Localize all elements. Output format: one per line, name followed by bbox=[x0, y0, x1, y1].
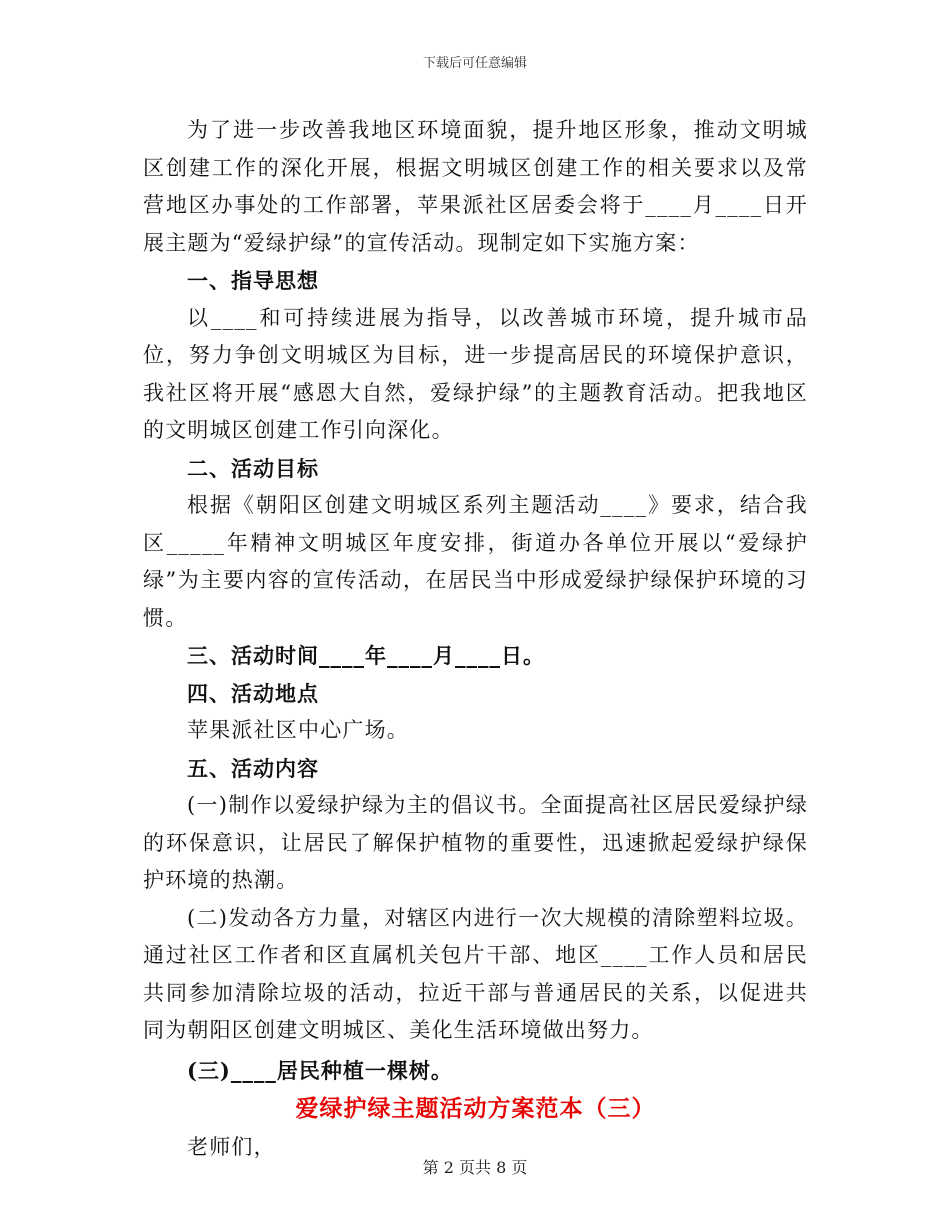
section-heading-time: 三、活动时间____年____月____日。 bbox=[187, 643, 545, 668]
document-body bbox=[143, 112, 808, 1167]
section-heading-guiding-thought: 一、指导思想 bbox=[187, 268, 319, 293]
next-section-title: 爱绿护绿主题活动方案范本（三） bbox=[295, 1095, 656, 1122]
location-paragraph: 苹果派社区中心广场。 bbox=[187, 718, 409, 742]
guiding-thought-paragraph: 以____和可持续进展为指导，以改善城市环境，提升城市品位，努力争创文明城区为目标，进一步提高居民的环境保护意识，我社区将开展“感恩大自然，爱绿护绿”的主题教育活动。把我地区的文明城区创建工作引向深化。 bbox=[143, 305, 808, 442]
page-footer: 第 2 页共 8 页 bbox=[422, 1158, 528, 1177]
content-item-1: (一)制作以爱绿护绿为主的倡议书。全面提高社区居民爱绿护绿的环保意识，让居民了解保护植物的重要性，迅速掀起爱绿护绿保护环境的热潮。 bbox=[143, 793, 808, 892]
goal-paragraph: 根据《朝阳区创建文明城区系列主题活动____》要求，结合我区_____年精神文明城区年度安排，街道办各单位开展以“爱绿护绿”为主要内容的宣传活动，在居民当中形成爱绿护绿保护环境的习惯。 bbox=[143, 493, 808, 630]
intro-paragraph: 为了进一步改善我地区环境面貌，提升地区形象，推动文明城区创建工作的深化开展，根据文明城区创建工作的相关要求以及常营地区办事处的工作部署，苹果派社区居委会将于____月____日开展主题为“爱绿护绿”的宣传活动。现制定如下实施方案： bbox=[143, 118, 808, 255]
greeting-paragraph: 老师们， bbox=[187, 1135, 276, 1159]
content-item-2: (二)发动各方力量，对辖区内进行一次大规模的清除塑料垃圾。通过社区工作者和区直属机关包片干部、地区____工作人员和居民共同参加清除垃圾的活动，拉近干部与普通居民的关系，以促进共同为朝阳区创建文明城区、美化生活环境做出努力。 bbox=[143, 905, 808, 1042]
section-heading-content: 五、活动内容 bbox=[187, 755, 319, 781]
content-item-3: (三)____居民种植一棵树。 bbox=[187, 1057, 453, 1083]
section-heading-location: 四、活动地点 bbox=[187, 680, 319, 706]
section-heading-goal: 二、活动目标 bbox=[187, 455, 319, 481]
page-header: 下载后可任意编辑 bbox=[422, 56, 527, 71]
